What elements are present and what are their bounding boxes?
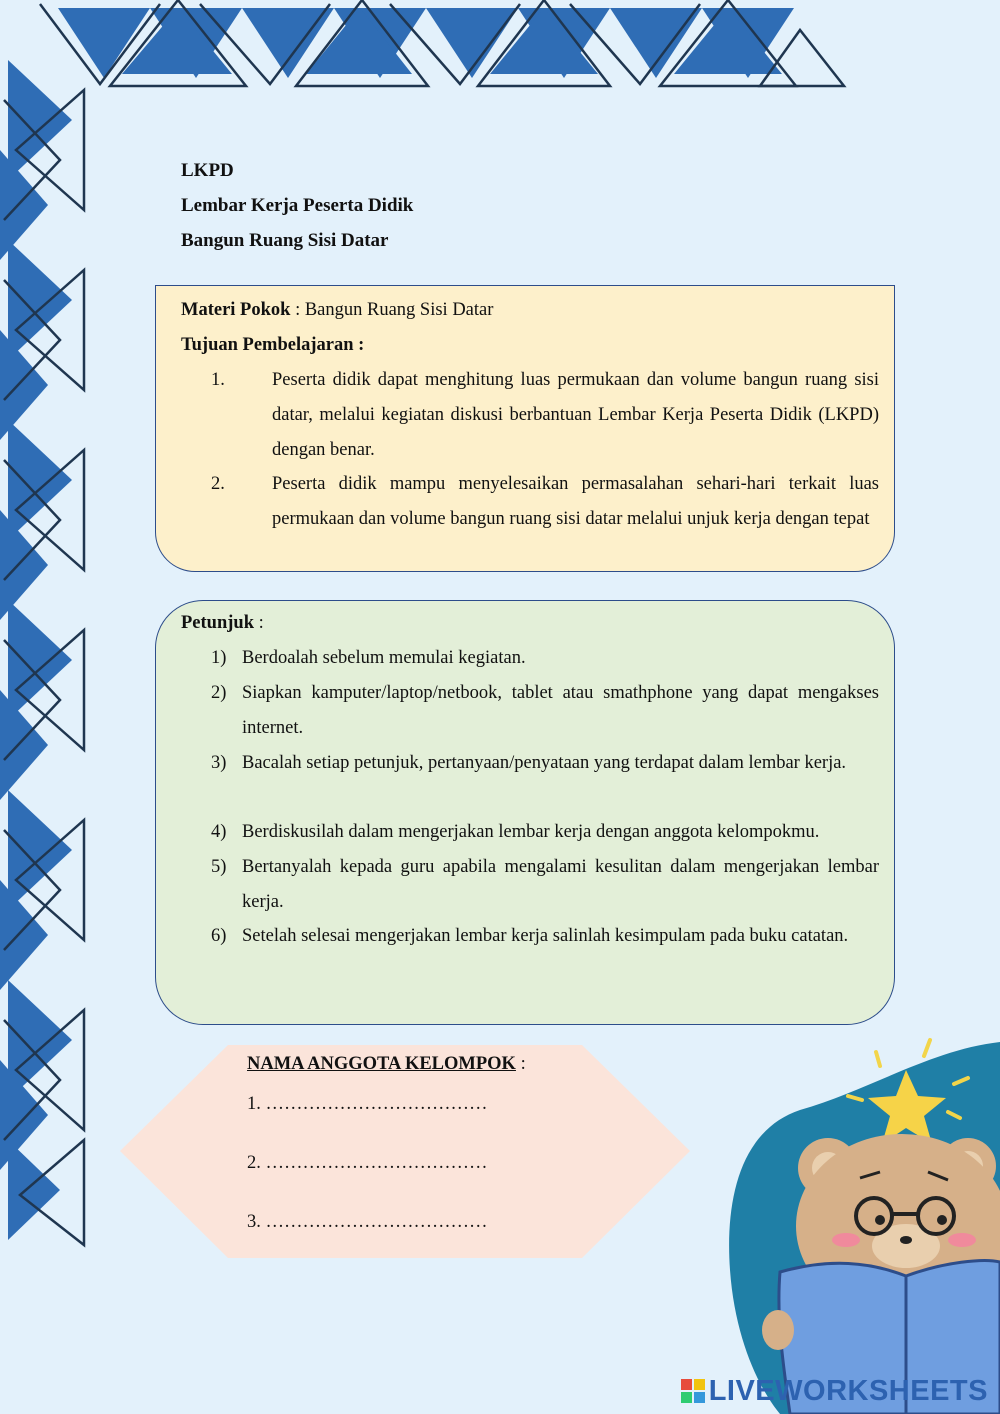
liveworksheets-icon	[681, 1379, 705, 1403]
materi-separator: :	[290, 300, 305, 320]
member-line[interactable]: 1. ………………………………	[247, 1094, 488, 1114]
member-line[interactable]: 3. ………………………………	[247, 1212, 488, 1232]
materi-label: Materi Pokok	[181, 300, 291, 320]
liveworksheets-logo	[681, 1374, 988, 1408]
instruction-text: Berdiskusilah dalam mengerjakan lembar kerja dengan anggota kelompokmu.	[242, 822, 820, 842]
goal-text: Peserta didik dapat menghitung luas permukaan dan volume bangun ruang sisi datar, melalui kegiatan diskusi berbantuan Lembar Kerja Peserta Didik (LKPD) dengan benar.	[272, 370, 879, 460]
header-subtitle: Lembar Kerja Peserta Didik	[181, 195, 414, 216]
petunjuk-label: Petunjuk	[181, 613, 254, 633]
tujuan-label: Tujuan Pembelajaran :	[181, 335, 365, 355]
instruction-number: 2)	[211, 683, 227, 703]
goal-text: Peserta didik mampu menyelesaikan permasalahan sehari-hari terkait luas permukaan dan volume bangun ruang sisi datar melalui unjuk kerja dengan tepat	[272, 474, 879, 529]
instruction-number: 4)	[211, 822, 227, 842]
instruction-number: 3)	[211, 753, 227, 773]
goal-number: 1.	[211, 370, 225, 390]
group-colon: :	[515, 1054, 526, 1074]
instruction-text: Berdoalah sebelum memulai kegiatan.	[242, 648, 526, 668]
instruction-number: 1)	[211, 648, 227, 668]
instruction-text: Bacalah setiap petunjuk, pertanyaan/penyataan yang terdapat dalam lembar kerja.	[242, 753, 847, 773]
instruction-number: 6)	[211, 926, 227, 946]
instruction-number: 5)	[211, 857, 227, 877]
group-title: NAMA ANGGOTA KELOMPOK	[247, 1054, 516, 1074]
liveworksheets-text: LIVEWORKSHEETS	[708, 1374, 988, 1407]
header-title: LKPD	[181, 160, 234, 181]
instruction-text: Setelah selesai mengerjakan lembar kerja salinlah kesimpulam pada buku catatan.	[242, 926, 849, 946]
materi-value: Bangun Ruang Sisi Datar	[304, 300, 494, 320]
petunjuk-colon: :	[254, 613, 264, 633]
header-topic: Bangun Ruang Sisi Datar	[181, 230, 389, 251]
goal-number: 2.	[211, 474, 225, 494]
member-line[interactable]: 2. ………………………………	[247, 1153, 488, 1173]
instruction-text: Siapkan kamputer/laptop/netbook, tablet atau smathphone yang dapat mengakses internet.	[242, 683, 879, 738]
instruction-text: Bertanyalah kepada guru apabila mengalami kesulitan dalam mengerjakan lembar kerja.	[242, 857, 879, 912]
